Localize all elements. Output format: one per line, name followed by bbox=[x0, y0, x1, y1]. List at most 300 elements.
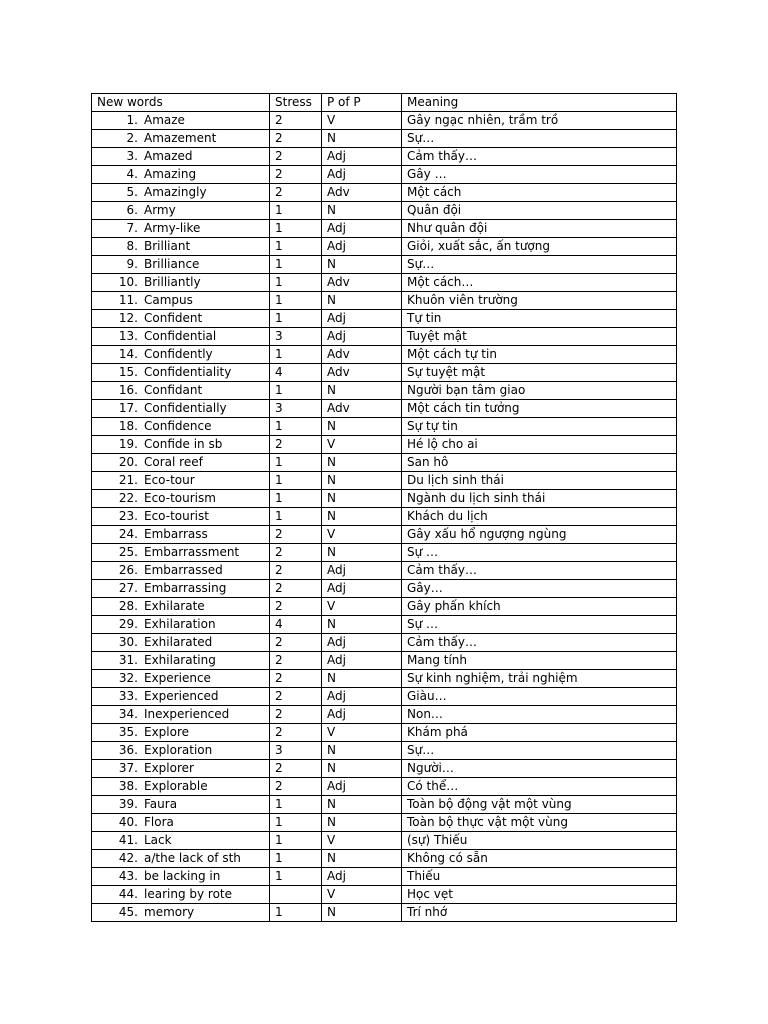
stress-cell: 2 bbox=[270, 130, 322, 148]
table-row bbox=[92, 526, 677, 544]
table-row bbox=[92, 364, 677, 382]
part-of-speech-cell: N bbox=[322, 202, 402, 220]
meaning-cell: Một cách tin tưởng bbox=[402, 400, 677, 418]
meaning-cell: Khuôn viên trường bbox=[402, 292, 677, 310]
meaning-cell: Tuyệt mật bbox=[402, 328, 677, 346]
meaning-cell: Cảm thấy… bbox=[402, 562, 677, 580]
part-of-speech-cell: Adv bbox=[322, 400, 402, 418]
stress-cell: 2 bbox=[270, 526, 322, 544]
word-cell bbox=[92, 454, 270, 472]
meaning-cell: Sự… bbox=[402, 130, 677, 148]
table-row bbox=[92, 508, 677, 526]
word-cell bbox=[92, 814, 270, 832]
row-number: 44. bbox=[118, 887, 138, 901]
stress-cell: 4 bbox=[270, 364, 322, 382]
word-cell bbox=[92, 616, 270, 634]
word-text: memory bbox=[144, 905, 195, 919]
table-row bbox=[92, 220, 677, 238]
row-number: 8. bbox=[126, 239, 138, 253]
meaning-cell: Sự… bbox=[402, 256, 677, 274]
word-cell bbox=[92, 166, 270, 184]
row-number: 3. bbox=[126, 149, 138, 163]
part-of-speech-cell: N bbox=[322, 472, 402, 490]
meaning-cell: Khách du lịch bbox=[402, 508, 677, 526]
table-row bbox=[92, 886, 677, 904]
row-number: 4. bbox=[126, 167, 138, 181]
table-row bbox=[92, 292, 677, 310]
table-row bbox=[92, 130, 677, 148]
word-text: Embarrassment bbox=[144, 545, 240, 559]
row-number: 15. bbox=[118, 365, 138, 379]
table-row bbox=[92, 184, 677, 202]
meaning-cell: Học vẹt bbox=[402, 886, 677, 904]
meaning-cell: Gây xấu hổ ngượng ngùng bbox=[402, 526, 677, 544]
table-row bbox=[92, 814, 677, 832]
table-row bbox=[92, 634, 677, 652]
row-number: 24. bbox=[118, 527, 138, 541]
table-row bbox=[92, 346, 677, 364]
part-of-speech-cell: Adj bbox=[322, 778, 402, 796]
table-row bbox=[92, 850, 677, 868]
part-of-speech-cell: Adj bbox=[322, 220, 402, 238]
meaning-cell: Du lịch sinh thái bbox=[402, 472, 677, 490]
part-of-speech-cell: V bbox=[322, 598, 402, 616]
word-cell bbox=[92, 346, 270, 364]
word-text: learing by rote bbox=[144, 887, 233, 901]
row-number: 22. bbox=[118, 491, 138, 505]
stress-cell: 1 bbox=[270, 346, 322, 364]
row-number: 21. bbox=[118, 473, 138, 487]
stress-cell: 2 bbox=[270, 688, 322, 706]
table-row bbox=[92, 706, 677, 724]
table-row bbox=[92, 490, 677, 508]
meaning-cell: Ngành du lịch sinh thái bbox=[402, 490, 677, 508]
word-cell bbox=[92, 796, 270, 814]
table-row bbox=[92, 418, 677, 436]
row-number: 45. bbox=[118, 905, 138, 919]
stress-cell: 2 bbox=[270, 598, 322, 616]
part-of-speech-cell: N bbox=[322, 490, 402, 508]
stress-cell: 1 bbox=[270, 508, 322, 526]
part-of-speech-cell: Adj bbox=[322, 166, 402, 184]
header-stress: Stress bbox=[270, 94, 322, 112]
word-cell bbox=[92, 634, 270, 652]
row-number: 5. bbox=[126, 185, 138, 199]
stress-cell: 2 bbox=[270, 184, 322, 202]
word-cell bbox=[92, 688, 270, 706]
part-of-speech-cell: N bbox=[322, 904, 402, 922]
row-number: 17. bbox=[118, 401, 138, 415]
part-of-speech-cell: N bbox=[322, 382, 402, 400]
stress-cell: 2 bbox=[270, 544, 322, 562]
stress-cell: 2 bbox=[270, 166, 322, 184]
stress-cell: 1 bbox=[270, 868, 322, 886]
word-cell bbox=[92, 706, 270, 724]
part-of-speech-cell: N bbox=[322, 814, 402, 832]
part-of-speech-cell: Adj bbox=[322, 688, 402, 706]
meaning-cell: Gây… bbox=[402, 580, 677, 598]
word-text: Amazed bbox=[144, 149, 193, 163]
part-of-speech-cell: N bbox=[322, 508, 402, 526]
word-text: Exploration bbox=[144, 743, 213, 757]
meaning-cell: Sự … bbox=[402, 544, 677, 562]
stress-cell: 2 bbox=[270, 778, 322, 796]
part-of-speech-cell: V bbox=[322, 724, 402, 742]
part-of-speech-cell: Adv bbox=[322, 364, 402, 382]
stress-cell: 1 bbox=[270, 382, 322, 400]
word-text: Eco-tourism bbox=[144, 491, 216, 505]
word-text: Exhilarated bbox=[144, 635, 213, 649]
stress-cell: 3 bbox=[270, 400, 322, 418]
stress-cell: 2 bbox=[270, 634, 322, 652]
meaning-cell: Thiếu bbox=[402, 868, 677, 886]
word-text: Amazement bbox=[144, 131, 217, 145]
table-row bbox=[92, 112, 677, 130]
meaning-cell: Như quân đội bbox=[402, 220, 677, 238]
part-of-speech-cell: N bbox=[322, 418, 402, 436]
row-number: 9. bbox=[126, 257, 138, 271]
word-cell bbox=[92, 148, 270, 166]
row-number: 12. bbox=[118, 311, 138, 325]
table-row bbox=[92, 472, 677, 490]
part-of-speech-cell: Adj bbox=[322, 310, 402, 328]
word-text: Explore bbox=[144, 725, 190, 739]
word-cell bbox=[92, 778, 270, 796]
word-cell bbox=[92, 256, 270, 274]
word-text: Exhilarate bbox=[144, 599, 205, 613]
meaning-cell: Một cách tự tin bbox=[402, 346, 677, 364]
stress-cell: 3 bbox=[270, 328, 322, 346]
part-of-speech-cell: N bbox=[322, 130, 402, 148]
meaning-cell: Giàu… bbox=[402, 688, 677, 706]
table-row bbox=[92, 562, 677, 580]
word-cell bbox=[92, 238, 270, 256]
meaning-cell: Sự tuyệt mật bbox=[402, 364, 677, 382]
part-of-speech-cell: N bbox=[322, 670, 402, 688]
word-cell bbox=[92, 544, 270, 562]
meaning-cell: Mang tính bbox=[402, 652, 677, 670]
word-text: be lacking in bbox=[144, 869, 221, 883]
row-number: 11. bbox=[118, 293, 138, 307]
part-of-speech-cell: Adj bbox=[322, 148, 402, 166]
stress-cell: 2 bbox=[270, 148, 322, 166]
word-text: Campus bbox=[144, 293, 193, 307]
table-body bbox=[92, 112, 677, 922]
word-text: Inexperienced bbox=[144, 707, 230, 721]
stress-cell: 1 bbox=[270, 220, 322, 238]
word-cell bbox=[92, 526, 270, 544]
row-number: 31. bbox=[118, 653, 138, 667]
table-row bbox=[92, 274, 677, 292]
word-cell bbox=[92, 184, 270, 202]
part-of-speech-cell: N bbox=[322, 292, 402, 310]
word-text: Amazing bbox=[144, 167, 197, 181]
part-of-speech-cell: V bbox=[322, 112, 402, 130]
table-row bbox=[92, 652, 677, 670]
table-row bbox=[92, 544, 677, 562]
row-number: 39. bbox=[118, 797, 138, 811]
part-of-speech-cell: Adj bbox=[322, 634, 402, 652]
part-of-speech-cell: N bbox=[322, 544, 402, 562]
table-row bbox=[92, 580, 677, 598]
stress-cell: 1 bbox=[270, 202, 322, 220]
stress-cell: 1 bbox=[270, 814, 322, 832]
meaning-cell: Người bạn tâm giao bbox=[402, 382, 677, 400]
stress-cell: 1 bbox=[270, 472, 322, 490]
stress-cell: 1 bbox=[270, 238, 322, 256]
word-text: Explorer bbox=[144, 761, 194, 775]
meaning-cell: Quân đội bbox=[402, 202, 677, 220]
word-cell bbox=[92, 310, 270, 328]
table-row bbox=[92, 256, 677, 274]
word-cell bbox=[92, 562, 270, 580]
stress-cell: 2 bbox=[270, 112, 322, 130]
stress-cell: 2 bbox=[270, 760, 322, 778]
row-number: 23. bbox=[118, 509, 138, 523]
row-number: 1. bbox=[126, 113, 138, 127]
stress-cell: 3 bbox=[270, 742, 322, 760]
word-cell bbox=[92, 202, 270, 220]
word-cell bbox=[92, 760, 270, 778]
row-number: 28. bbox=[118, 599, 138, 613]
part-of-speech-cell: N bbox=[322, 850, 402, 868]
part-of-speech-cell: V bbox=[322, 436, 402, 454]
stress-cell: 2 bbox=[270, 724, 322, 742]
row-number: 26. bbox=[118, 563, 138, 577]
word-text: Exhilarating bbox=[144, 653, 216, 667]
part-of-speech-cell: Adj bbox=[322, 652, 402, 670]
stress-cell: 2 bbox=[270, 706, 322, 724]
row-number: 43. bbox=[118, 869, 138, 883]
part-of-speech-cell: Adj bbox=[322, 706, 402, 724]
header-part-of-speech: P of P bbox=[322, 94, 402, 112]
table-row bbox=[92, 760, 677, 778]
meaning-cell: Hé lộ cho ai bbox=[402, 436, 677, 454]
table-row bbox=[92, 742, 677, 760]
table-row bbox=[92, 796, 677, 814]
meaning-cell: Giỏi, xuất sắc, ấn tượng bbox=[402, 238, 677, 256]
meaning-cell: Toàn bộ thực vật một vùng bbox=[402, 814, 677, 832]
word-text: Experienced bbox=[144, 689, 219, 703]
meaning-cell: Một cách… bbox=[402, 274, 677, 292]
table-row bbox=[92, 382, 677, 400]
stress-cell: 1 bbox=[270, 418, 322, 436]
part-of-speech-cell: Adj bbox=[322, 580, 402, 598]
meaning-cell: Gây … bbox=[402, 166, 677, 184]
row-number: 2. bbox=[126, 131, 138, 145]
meaning-cell: Có thể… bbox=[402, 778, 677, 796]
word-cell bbox=[92, 724, 270, 742]
meaning-cell: Gây phấn khích bbox=[402, 598, 677, 616]
stress-cell: 1 bbox=[270, 832, 322, 850]
table-row bbox=[92, 832, 677, 850]
word-text: Exhilaration bbox=[144, 617, 216, 631]
stress-cell: 2 bbox=[270, 436, 322, 454]
table-row bbox=[92, 778, 677, 796]
table-row bbox=[92, 202, 677, 220]
part-of-speech-cell: Adv bbox=[322, 274, 402, 292]
word-text: Confidently bbox=[144, 347, 213, 361]
word-text: Experience bbox=[144, 671, 211, 685]
row-number: 38. bbox=[118, 779, 138, 793]
part-of-speech-cell: Adv bbox=[322, 184, 402, 202]
word-cell bbox=[92, 220, 270, 238]
word-cell bbox=[92, 850, 270, 868]
meaning-cell: Không có sẵn bbox=[402, 850, 677, 868]
part-of-speech-cell: Adj bbox=[322, 238, 402, 256]
stress-cell: 1 bbox=[270, 310, 322, 328]
row-number: 34. bbox=[118, 707, 138, 721]
row-number: 29. bbox=[118, 617, 138, 631]
stress-cell: 1 bbox=[270, 256, 322, 274]
word-text: Flora bbox=[144, 815, 174, 829]
word-cell bbox=[92, 130, 270, 148]
word-cell bbox=[92, 382, 270, 400]
word-text: Confidant bbox=[144, 383, 203, 397]
word-text: Confidence bbox=[144, 419, 212, 433]
header-row bbox=[92, 94, 677, 112]
row-number: 42. bbox=[118, 851, 138, 865]
row-number: 35. bbox=[118, 725, 138, 739]
table-row bbox=[92, 400, 677, 418]
meaning-cell: Trí nhớ bbox=[402, 904, 677, 922]
meaning-cell: Gây ngạc nhiên, trầm trồ bbox=[402, 112, 677, 130]
word-cell bbox=[92, 886, 270, 904]
row-number: 18. bbox=[118, 419, 138, 433]
word-text: Faura bbox=[144, 797, 178, 811]
word-text: Embarrassed bbox=[144, 563, 223, 577]
word-text: Eco-tourist bbox=[144, 509, 209, 523]
part-of-speech-cell: N bbox=[322, 616, 402, 634]
meaning-cell: Sự… bbox=[402, 742, 677, 760]
word-cell bbox=[92, 868, 270, 886]
word-text: Army bbox=[144, 203, 176, 217]
word-text: Confide in sb bbox=[144, 437, 223, 451]
part-of-speech-cell: Adj bbox=[322, 328, 402, 346]
meaning-cell: Sự tự tin bbox=[402, 418, 677, 436]
stress-cell: 2 bbox=[270, 652, 322, 670]
part-of-speech-cell: Adj bbox=[322, 562, 402, 580]
row-number: 40. bbox=[118, 815, 138, 829]
meaning-cell: Sự kinh nghiệm, trải nghiệm bbox=[402, 670, 677, 688]
row-number: 7. bbox=[126, 221, 138, 235]
meaning-cell: Người… bbox=[402, 760, 677, 778]
row-number: 20. bbox=[118, 455, 138, 469]
header-new-words: New words bbox=[92, 94, 270, 112]
stress-cell: 1 bbox=[270, 274, 322, 292]
stress-cell bbox=[270, 886, 322, 904]
part-of-speech-cell: N bbox=[322, 796, 402, 814]
table-row bbox=[92, 688, 677, 706]
row-number: 30. bbox=[118, 635, 138, 649]
word-text: Army-like bbox=[144, 221, 201, 235]
meaning-cell: San hô bbox=[402, 454, 677, 472]
row-number: 19. bbox=[118, 437, 138, 451]
row-number: 16. bbox=[118, 383, 138, 397]
word-cell bbox=[92, 904, 270, 922]
word-cell bbox=[92, 112, 270, 130]
word-text: Confidentially bbox=[144, 401, 227, 415]
table-row bbox=[92, 310, 677, 328]
table-row bbox=[92, 868, 677, 886]
table-row bbox=[92, 454, 677, 472]
stress-cell: 1 bbox=[270, 850, 322, 868]
part-of-speech-cell: Adj bbox=[322, 868, 402, 886]
vocabulary-table bbox=[91, 93, 677, 922]
word-cell bbox=[92, 490, 270, 508]
stress-cell: 2 bbox=[270, 580, 322, 598]
word-text: Amazingly bbox=[144, 185, 207, 199]
word-cell bbox=[92, 472, 270, 490]
meaning-cell: Cảm thấy… bbox=[402, 634, 677, 652]
word-text: Brilliantly bbox=[144, 275, 201, 289]
row-number: 32. bbox=[118, 671, 138, 685]
part-of-speech-cell: N bbox=[322, 760, 402, 778]
row-number: 10. bbox=[118, 275, 138, 289]
word-cell bbox=[92, 400, 270, 418]
stress-cell: 1 bbox=[270, 292, 322, 310]
row-number: 27. bbox=[118, 581, 138, 595]
stress-cell: 2 bbox=[270, 562, 322, 580]
meaning-cell: Cảm thấy… bbox=[402, 148, 677, 166]
table-row bbox=[92, 166, 677, 184]
stress-cell: 1 bbox=[270, 796, 322, 814]
stress-cell: 1 bbox=[270, 454, 322, 472]
meaning-cell: (sự) Thiếu bbox=[402, 832, 677, 850]
row-number: 33. bbox=[118, 689, 138, 703]
row-number: 14. bbox=[118, 347, 138, 361]
word-cell bbox=[92, 832, 270, 850]
word-cell bbox=[92, 742, 270, 760]
word-cell bbox=[92, 274, 270, 292]
row-number: 36. bbox=[118, 743, 138, 757]
part-of-speech-cell: V bbox=[322, 886, 402, 904]
word-text: Embarrassing bbox=[144, 581, 227, 595]
part-of-speech-cell: N bbox=[322, 742, 402, 760]
word-cell bbox=[92, 580, 270, 598]
word-text: Brilliant bbox=[144, 239, 191, 253]
word-text: Confidentiality bbox=[144, 365, 232, 379]
word-cell bbox=[92, 652, 270, 670]
word-text: Embarrass bbox=[144, 527, 208, 541]
table-row bbox=[92, 616, 677, 634]
table-row bbox=[92, 328, 677, 346]
meaning-cell: Sự … bbox=[402, 616, 677, 634]
meaning-cell: Khám phá bbox=[402, 724, 677, 742]
meaning-cell: Non… bbox=[402, 706, 677, 724]
word-text: Lack bbox=[144, 833, 172, 847]
table-row bbox=[92, 598, 677, 616]
table-row bbox=[92, 148, 677, 166]
table-row bbox=[92, 724, 677, 742]
word-text: Explorable bbox=[144, 779, 208, 793]
part-of-speech-cell: Adv bbox=[322, 346, 402, 364]
word-text: Coral reef bbox=[144, 455, 203, 469]
word-cell bbox=[92, 364, 270, 382]
word-text: Confidential bbox=[144, 329, 217, 343]
stress-cell: 2 bbox=[270, 670, 322, 688]
row-number: 37. bbox=[118, 761, 138, 775]
word-text: Brilliance bbox=[144, 257, 200, 271]
row-number: 6. bbox=[126, 203, 138, 217]
word-text: Eco-tour bbox=[144, 473, 195, 487]
table-row bbox=[92, 238, 677, 256]
table-row bbox=[92, 904, 677, 922]
word-text: Confident bbox=[144, 311, 203, 325]
row-number: 13. bbox=[118, 329, 138, 343]
word-cell bbox=[92, 328, 270, 346]
table-row bbox=[92, 436, 677, 454]
